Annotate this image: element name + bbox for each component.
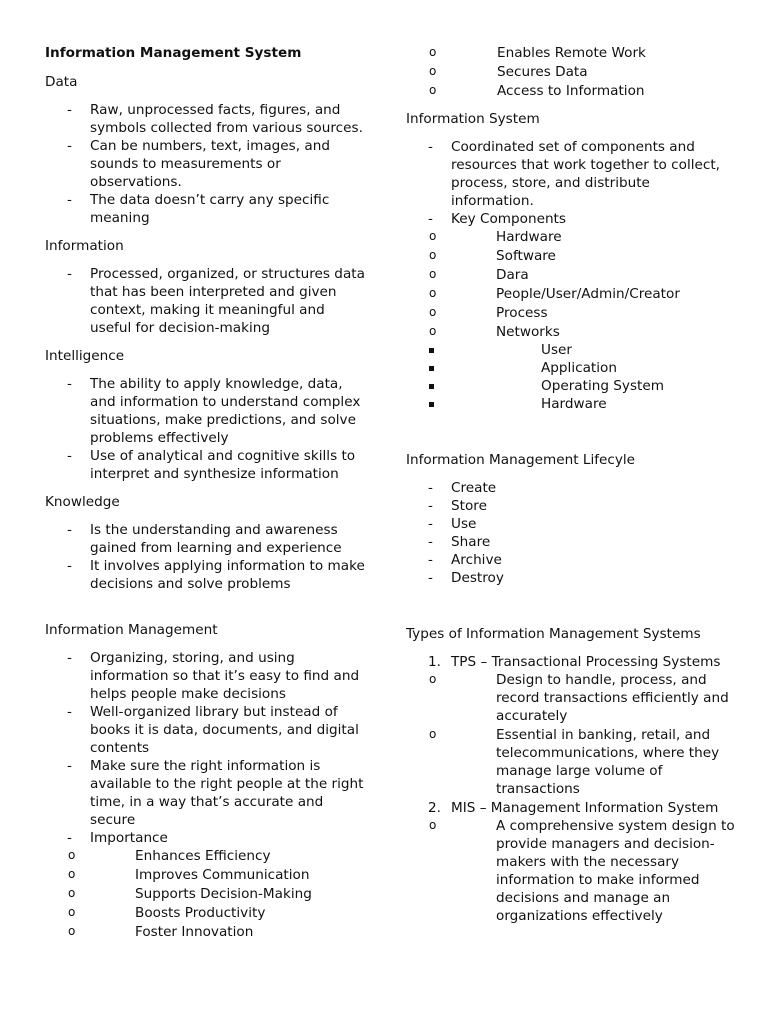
mis-details (406, 817, 736, 925)
key-components-label: Key Components (451, 211, 566, 227)
right-column (406, 44, 736, 926)
list-item: o Process (406, 304, 736, 322)
intelligence-list (45, 375, 365, 483)
list-item: o Enables Remote Work (406, 44, 736, 62)
list-item: - Use (406, 515, 736, 533)
list-item: o Supports Decision-Making (45, 885, 365, 903)
list-item: o Improves Communication (45, 866, 365, 884)
list-item: User (406, 341, 736, 359)
heading-intelligence: Intelligence (45, 348, 125, 364)
list-item: - Can be numbers, text, images, and sounds to measurements or observations. (45, 137, 365, 191)
list-item-tps (406, 653, 736, 798)
heading-information-management: Information Management (45, 622, 218, 638)
list-item: - Create (406, 479, 736, 497)
list-item: o Access to Information (406, 82, 736, 100)
list-item: o Foster Innovation (45, 923, 365, 941)
item-number: 1. (428, 654, 441, 670)
information-management-list (45, 649, 365, 941)
tps-details (406, 671, 736, 798)
item-number: 2. (428, 800, 441, 816)
data-list (45, 101, 365, 227)
list-item-mis (406, 799, 736, 925)
list-item: o Software (406, 247, 736, 265)
list-item-key-components (406, 210, 736, 413)
list-item: - The ability to apply knowledge, data, and information to understand complex situations, make predictions, and solve problems effectively (45, 375, 365, 447)
list-item-importance (45, 829, 365, 941)
list-item: o Enhances Efficiency (45, 847, 365, 865)
list-item: o Design to handle, process, and record transactions efficiently and accurately (406, 671, 736, 725)
list-item: o Hardware (406, 228, 736, 246)
list-item: - Is the understanding and awareness gained from learning and experience (45, 521, 365, 557)
list-item: o Secures Data (406, 63, 736, 81)
list-item: - Well-organized library but instead of books it is data, documents, and digital contents (45, 703, 365, 757)
types-list (406, 653, 736, 925)
networks-list (406, 341, 736, 413)
importance-label: Importance (90, 830, 168, 846)
heading-information-system: Information System (406, 111, 540, 127)
list-item: o A comprehensive system design to provide managers and decision-makers with the necessary information to make informed decisions and manage an organizations effectively (406, 817, 736, 925)
list-item: - Store (406, 497, 736, 515)
information-system-list (406, 138, 736, 413)
list-item: - Use of analytical and cognitive skills to interpret and synthesize information (45, 447, 365, 483)
type-label: TPS – Transactional Processing Systems (451, 654, 721, 670)
list-item: - Archive (406, 551, 736, 569)
components-list (406, 228, 736, 413)
list-item: - Make sure the right information is available to the right people at the right time, in a way that’s accurate and secure (45, 757, 365, 829)
left-column (45, 44, 365, 942)
list-item: - Organizing, storing, and using information so that it’s easy to find and helps people make decisions (45, 649, 365, 703)
list-item: Application (406, 359, 736, 377)
importance-list (45, 847, 365, 941)
list-item: - Share (406, 533, 736, 551)
list-item: o Essential in banking, retail, and telecommunications, where they manage large volume of transactions (406, 726, 736, 798)
importance-list-continued (406, 44, 736, 100)
heading-types: Types of Information Management Systems (406, 626, 701, 642)
list-item: - It involves applying information to make decisions and solve problems (45, 557, 365, 593)
list-item: - Destroy (406, 569, 736, 587)
lifecycle-list (406, 479, 736, 587)
list-item-networks (406, 323, 736, 413)
list-item: o Dara (406, 266, 736, 284)
heading-knowledge: Knowledge (45, 494, 120, 510)
list-item: - Processed, organized, or structures data that has been interpreted and given context, making it meaningful and useful for decision-making (45, 265, 365, 337)
heading-data: Data (45, 74, 78, 90)
list-item: - The data doesn’t carry any specific meaning (45, 191, 365, 227)
information-list (45, 265, 365, 337)
knowledge-list (45, 521, 365, 593)
type-label: MIS – Management Information System (451, 800, 719, 816)
networks-label: Networks (496, 324, 560, 340)
list-item: - Raw, unprocessed facts, figures, and symbols collected from various sources. (45, 101, 365, 137)
document-title: Information Management System (45, 45, 302, 61)
list-item: - Coordinated set of components and resources that work together to collect, process, store, and distribute information. (406, 138, 736, 210)
heading-information: Information (45, 238, 124, 254)
list-item: Hardware (406, 395, 736, 413)
list-item: Operating System (406, 377, 736, 395)
list-item: o People/User/Admin/Creator (406, 285, 736, 303)
heading-lifecycle: Information Management Lifecyle (406, 452, 636, 468)
list-item: o Boosts Productivity (45, 904, 365, 922)
